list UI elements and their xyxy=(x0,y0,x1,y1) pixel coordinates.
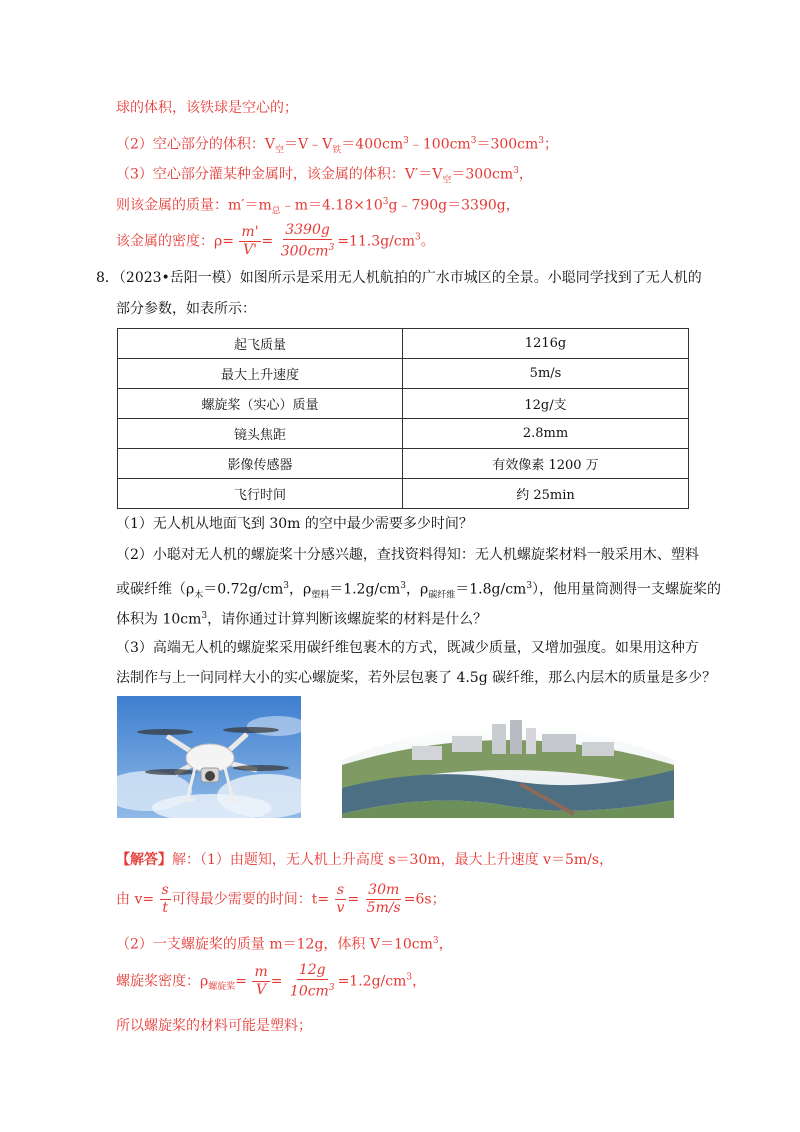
answer-line-metal-mass: 则该金属的质量：$m'=m_总﹣m=4.18\times 10^3g﹣790g=3390g$， xyxy=(116,197,520,217)
parameter-name-cell: 螺旋桨（实心）质量 xyxy=(118,389,403,419)
table-row xyxy=(118,329,689,359)
parameter-name-cell: 影像传感器 xyxy=(118,449,403,479)
answer-part2-given: （2）一支螺旋桨的质量 m＝12g，体积 $V=10cm^3$， xyxy=(116,936,453,953)
table-row xyxy=(118,389,689,419)
question-8-line2: 部分参数，如表所示： xyxy=(116,301,256,317)
answer-part1-time: 由 v= $\frac{s}{t}$ 可得最少需要的时间：t= $\frac{s}{v}$ = $\frac{30m}{5m/s}$ =6s； xyxy=(116,882,446,916)
answer-tag: 【解答】 xyxy=(116,852,172,868)
drone-photo xyxy=(117,696,301,818)
answer-part2-density: 螺旋桨密度：$\rho_{螺旋桨}=$ $\frac{m}{V}$ = $\frac{12g}{10cm^3}$ $=1.2g/cm^3$， xyxy=(116,962,427,1000)
city-panorama-photo xyxy=(342,710,674,818)
fraction-s-over-v: $\frac{s}{v}$ xyxy=(336,882,345,916)
parameter-name-cell: 起飞质量 xyxy=(118,329,403,359)
table-row xyxy=(118,449,689,479)
answer-line-sphere-hollow: 球的体积，该铁球是空心的； xyxy=(116,100,298,116)
question-part1: （1）无人机从地面飞到 30m 的空中最少需要多少时间？ xyxy=(116,516,473,532)
parameter-value-cell: 12g/支 xyxy=(403,389,689,419)
answer-line-metal-volume: （3）空心部分灌某种金属时，该金属的体积：$V'=V_空=300cm^3$， xyxy=(116,166,533,186)
table-row xyxy=(118,359,689,389)
parameter-name-cell: 镜头焦距 xyxy=(118,419,403,449)
answer-part2-conclusion: 所以螺旋桨的材料可能是塑料； xyxy=(116,1018,312,1034)
question-part3-line1: （3）高端无人机的螺旋桨采用碳纤维包裹木的方式，既减少质量，又增加强度。如果用这种方 xyxy=(116,640,699,656)
table-row xyxy=(118,479,689,509)
answer-part1-given: 【解答】解：（1）由题知，无人机上升高度 s＝30m，最大上升速度 v＝5m/s， xyxy=(116,852,614,868)
question-part2-line1: （2）小聪对无人机的螺旋桨十分感兴趣，查找资料得知：无人机螺旋桨材料一般采用木、塑料 xyxy=(116,547,699,563)
parameter-value-cell: 约 25min xyxy=(403,479,689,509)
parameter-value-cell: 5m/s xyxy=(403,359,689,389)
question-8-line1: 8．（2023•岳阳一模）如图所示是采用无人机航拍的广水市城区的全景。小聪同学找到了无人机的 xyxy=(96,270,702,286)
parameter-value-cell: 1216g xyxy=(403,329,689,359)
parameter-name-cell: 最大上升速度 xyxy=(118,359,403,389)
parameter-name-cell: 飞行时间 xyxy=(118,479,403,509)
parameter-value-cell: 有效像素 1200 万 xyxy=(403,449,689,479)
table-row xyxy=(118,419,689,449)
question-part2-line2: 或碳纤维（$\rho_木=0.72g/cm^3$，$\rho_{塑料}=1.2g/cm^3$，$\rho_{碳纤维}=1.8g/cm^3$），他用量筒测得一支螺旋桨的 xyxy=(116,581,722,601)
question-part2-line3: 体积为 $10cm^3$，请你通过计算判断该螺旋桨的材料是什么？ xyxy=(116,611,488,628)
parameter-value-cell: 2.8mm xyxy=(403,419,689,449)
question-part3-line2: 法制作与上一问同样大小的实心螺旋桨，若外层包裹了 4.5g 碳纤维，那么内层木的质量是多少？ xyxy=(116,670,717,686)
fraction-30m-over-5ms: $\frac{30m}{5m/s}$ xyxy=(366,882,401,916)
answer-line-metal-density: 该金属的密度：ρ= $\frac{m'}{V'}$ = $\frac{3390g}{300cm^3}$ $=11.3g/cm^3$。 xyxy=(116,222,435,260)
fraction-12g-over-10cm3: $\frac{12g}{10cm^3}$ xyxy=(289,962,335,1000)
fraction-m-prime-over-v-prime: $\frac{m'}{V'}$ xyxy=(241,223,259,258)
fraction-m-over-v: $\frac{m}{V}$ xyxy=(254,963,268,998)
fraction-3390g-over-300cm3: $\frac{3390g}{300cm^3}$ xyxy=(280,222,335,260)
fraction-s-over-t: $\frac{s}{t}$ xyxy=(161,882,169,916)
drone-parameter-table xyxy=(117,328,689,509)
question-number: 8． xyxy=(96,270,119,286)
answer-line-hollow-volume: （2）空心部分的体积：$V_空=V﹣V_铁=400cm^3﹣100cm^3=300cm^3$； xyxy=(116,136,559,156)
